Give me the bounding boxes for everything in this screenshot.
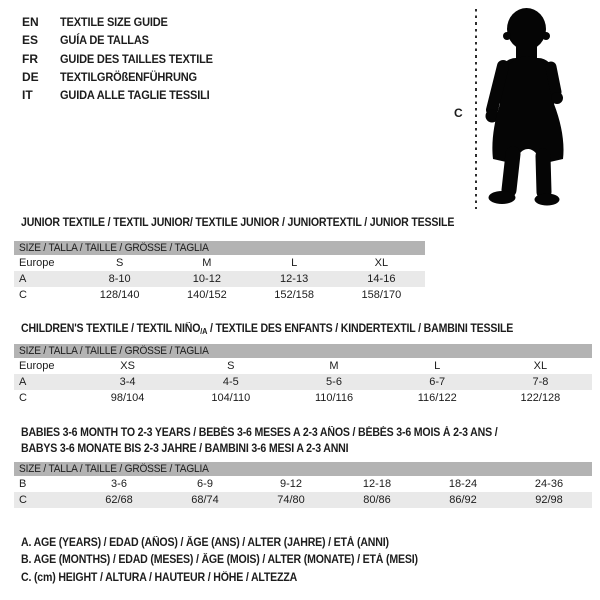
table-cell: 74/80 xyxy=(277,494,305,506)
table-cell: 4-5 xyxy=(222,376,239,388)
size-header-text: SIZE / TALLA / TAILLE / GRÖSSE / TAGLIA xyxy=(19,345,209,357)
language-row-it xyxy=(22,86,226,104)
table-cell: 92/98 xyxy=(535,494,563,506)
table-cell: S xyxy=(227,360,235,372)
table-row xyxy=(14,374,592,390)
table-cell: L xyxy=(434,360,441,372)
language-row-en xyxy=(22,13,226,31)
table-cell: 6-7 xyxy=(429,376,446,388)
table-cell: 12-13 xyxy=(280,273,309,285)
row-label: C xyxy=(19,392,27,404)
table-row xyxy=(14,358,592,374)
table-row xyxy=(14,492,592,508)
language-title: TEXTILE SIZE GUIDE xyxy=(60,15,168,30)
table-cell: XS xyxy=(120,360,135,372)
table-cell: 14-16 xyxy=(367,273,396,285)
language-title: GUIDA ALLE TAGLIE TESSILI xyxy=(60,88,210,103)
language-code: ES xyxy=(22,33,39,48)
table-row xyxy=(14,287,425,303)
row-label: A xyxy=(19,273,27,285)
table-cell: XL xyxy=(374,257,389,269)
table-cell: 18-24 xyxy=(448,478,478,490)
row-label: Europe xyxy=(19,360,55,372)
table-row xyxy=(14,476,592,492)
table-cell: 9-12 xyxy=(279,478,303,490)
language-code: DE xyxy=(22,70,39,85)
language-title-list xyxy=(22,13,226,104)
table-cell: 24-36 xyxy=(534,478,564,490)
table-cell: 80/86 xyxy=(363,494,391,506)
table-row xyxy=(14,255,425,271)
babies-size-table xyxy=(14,462,592,508)
height-measure-label: C xyxy=(454,106,463,120)
table-cell: 68/74 xyxy=(191,494,219,506)
row-label: Europe xyxy=(19,257,55,269)
title-pre: CHILDREN'S TEXTILE / TEXTIL NIÑO xyxy=(21,323,201,335)
table-cell: 7-8 xyxy=(532,376,549,388)
table-cell: 8-10 xyxy=(108,273,131,285)
footnote-b: B. AGE (MONTHS) / EDAD (MESES) / ÂGE (MOIS) / ALTER (MONATE) / ETÀ (MESI) xyxy=(21,554,418,567)
table-cell: 128/140 xyxy=(99,289,140,301)
height-figure xyxy=(450,0,600,215)
table-cell: 116/122 xyxy=(417,392,457,404)
table-cell: 3-4 xyxy=(119,376,136,388)
row-label: A xyxy=(19,376,27,388)
toddler-silhouette xyxy=(485,4,575,206)
table-cell: M xyxy=(329,360,339,372)
size-header-text: SIZE / TALLA / TAILLE / GRÖSSE / TAGLIA xyxy=(19,242,209,254)
language-code: IT xyxy=(22,88,33,103)
size-header-band xyxy=(14,462,592,476)
language-row-es xyxy=(22,31,226,49)
language-title: GUÍA DE TALLAS xyxy=(60,33,149,48)
babies-title-line-2: BABYS 3-6 MONATE BIS 2-3 JAHRE / BAMBINI 3-6 MESI A 2-3 ANNI xyxy=(21,443,349,455)
table-row xyxy=(14,390,592,406)
row-label: B xyxy=(19,478,27,490)
footnote-c: C. (cm) HEIGHT / ALTURA / HAUTEUR / HÖHE / ALTEZZA xyxy=(21,571,298,584)
table-cell: 122/128 xyxy=(520,392,561,404)
height-measure-line xyxy=(475,9,477,209)
table-cell: 62/68 xyxy=(105,494,133,506)
table-cell: 5-6 xyxy=(326,376,342,388)
language-title: GUIDE DES TAILLES TEXTILE xyxy=(60,51,213,66)
row-label: C xyxy=(19,289,27,301)
language-title: TEXTILGRÖßENFÜHRUNG xyxy=(60,70,197,85)
footnote-legend xyxy=(21,535,452,587)
title-post: / TEXTILE DES ENFANTS / KINDERTEXTIL / BAMBINI TESSILE xyxy=(207,323,514,335)
table-cell: 158/170 xyxy=(361,289,402,301)
footnote-a: A. AGE (YEARS) / EDAD (AÑOS) / ÂGE (ANS) / ALTER (JAHRE) / ETÀ (ANNI) xyxy=(21,537,389,549)
table-cell: 3-6 xyxy=(111,478,127,490)
language-code: FR xyxy=(22,51,38,66)
row-label: C xyxy=(19,494,27,506)
language-row-fr xyxy=(22,50,226,68)
children-size-table xyxy=(14,344,592,406)
size-header-band xyxy=(14,241,425,255)
table-cell: S xyxy=(115,257,124,269)
title-subscript: /A xyxy=(200,327,208,336)
toddler-silhouette-shapes xyxy=(486,8,564,206)
table-cell: XL xyxy=(533,360,548,372)
table-row xyxy=(14,271,425,287)
junior-section-title-text: JUNIOR TEXTILE / TEXTIL JUNIOR/ TEXTILE JUNIOR / JUNIORTEXTIL / JUNIOR TESSILE xyxy=(21,217,455,229)
size-header-text: SIZE / TALLA / TAILLE / GRÖSSE / TAGLIA xyxy=(19,463,209,475)
junior-size-table xyxy=(14,241,425,303)
table-cell: 12-18 xyxy=(362,478,392,490)
table-cell: 10-12 xyxy=(192,273,221,285)
table-cell: 110/116 xyxy=(314,392,354,404)
table-cell: 86/92 xyxy=(449,494,477,506)
table-cell: 152/158 xyxy=(274,289,314,301)
size-header-band xyxy=(14,344,592,358)
table-cell: 98/104 xyxy=(110,392,145,404)
language-row-de xyxy=(22,68,226,86)
table-cell: 140/152 xyxy=(186,289,227,301)
table-cell: L xyxy=(291,257,298,269)
children-section-title xyxy=(21,321,556,340)
babies-title-line-1: BABIES 3-6 MONTH TO 2-3 YEARS / BEBÉS 3-6 MESES A 2-3 AÑOS / BÉBÉS 3-6 MOIS À 2-3 ANS / xyxy=(21,427,498,439)
children-section-title-text xyxy=(21,321,513,340)
junior-section-title xyxy=(21,215,492,231)
table-cell: 104/110 xyxy=(211,392,251,404)
table-cell: 6-9 xyxy=(197,478,213,490)
table-cell: M xyxy=(202,257,212,269)
language-code: EN xyxy=(22,15,39,30)
babies-section-title xyxy=(21,425,539,457)
